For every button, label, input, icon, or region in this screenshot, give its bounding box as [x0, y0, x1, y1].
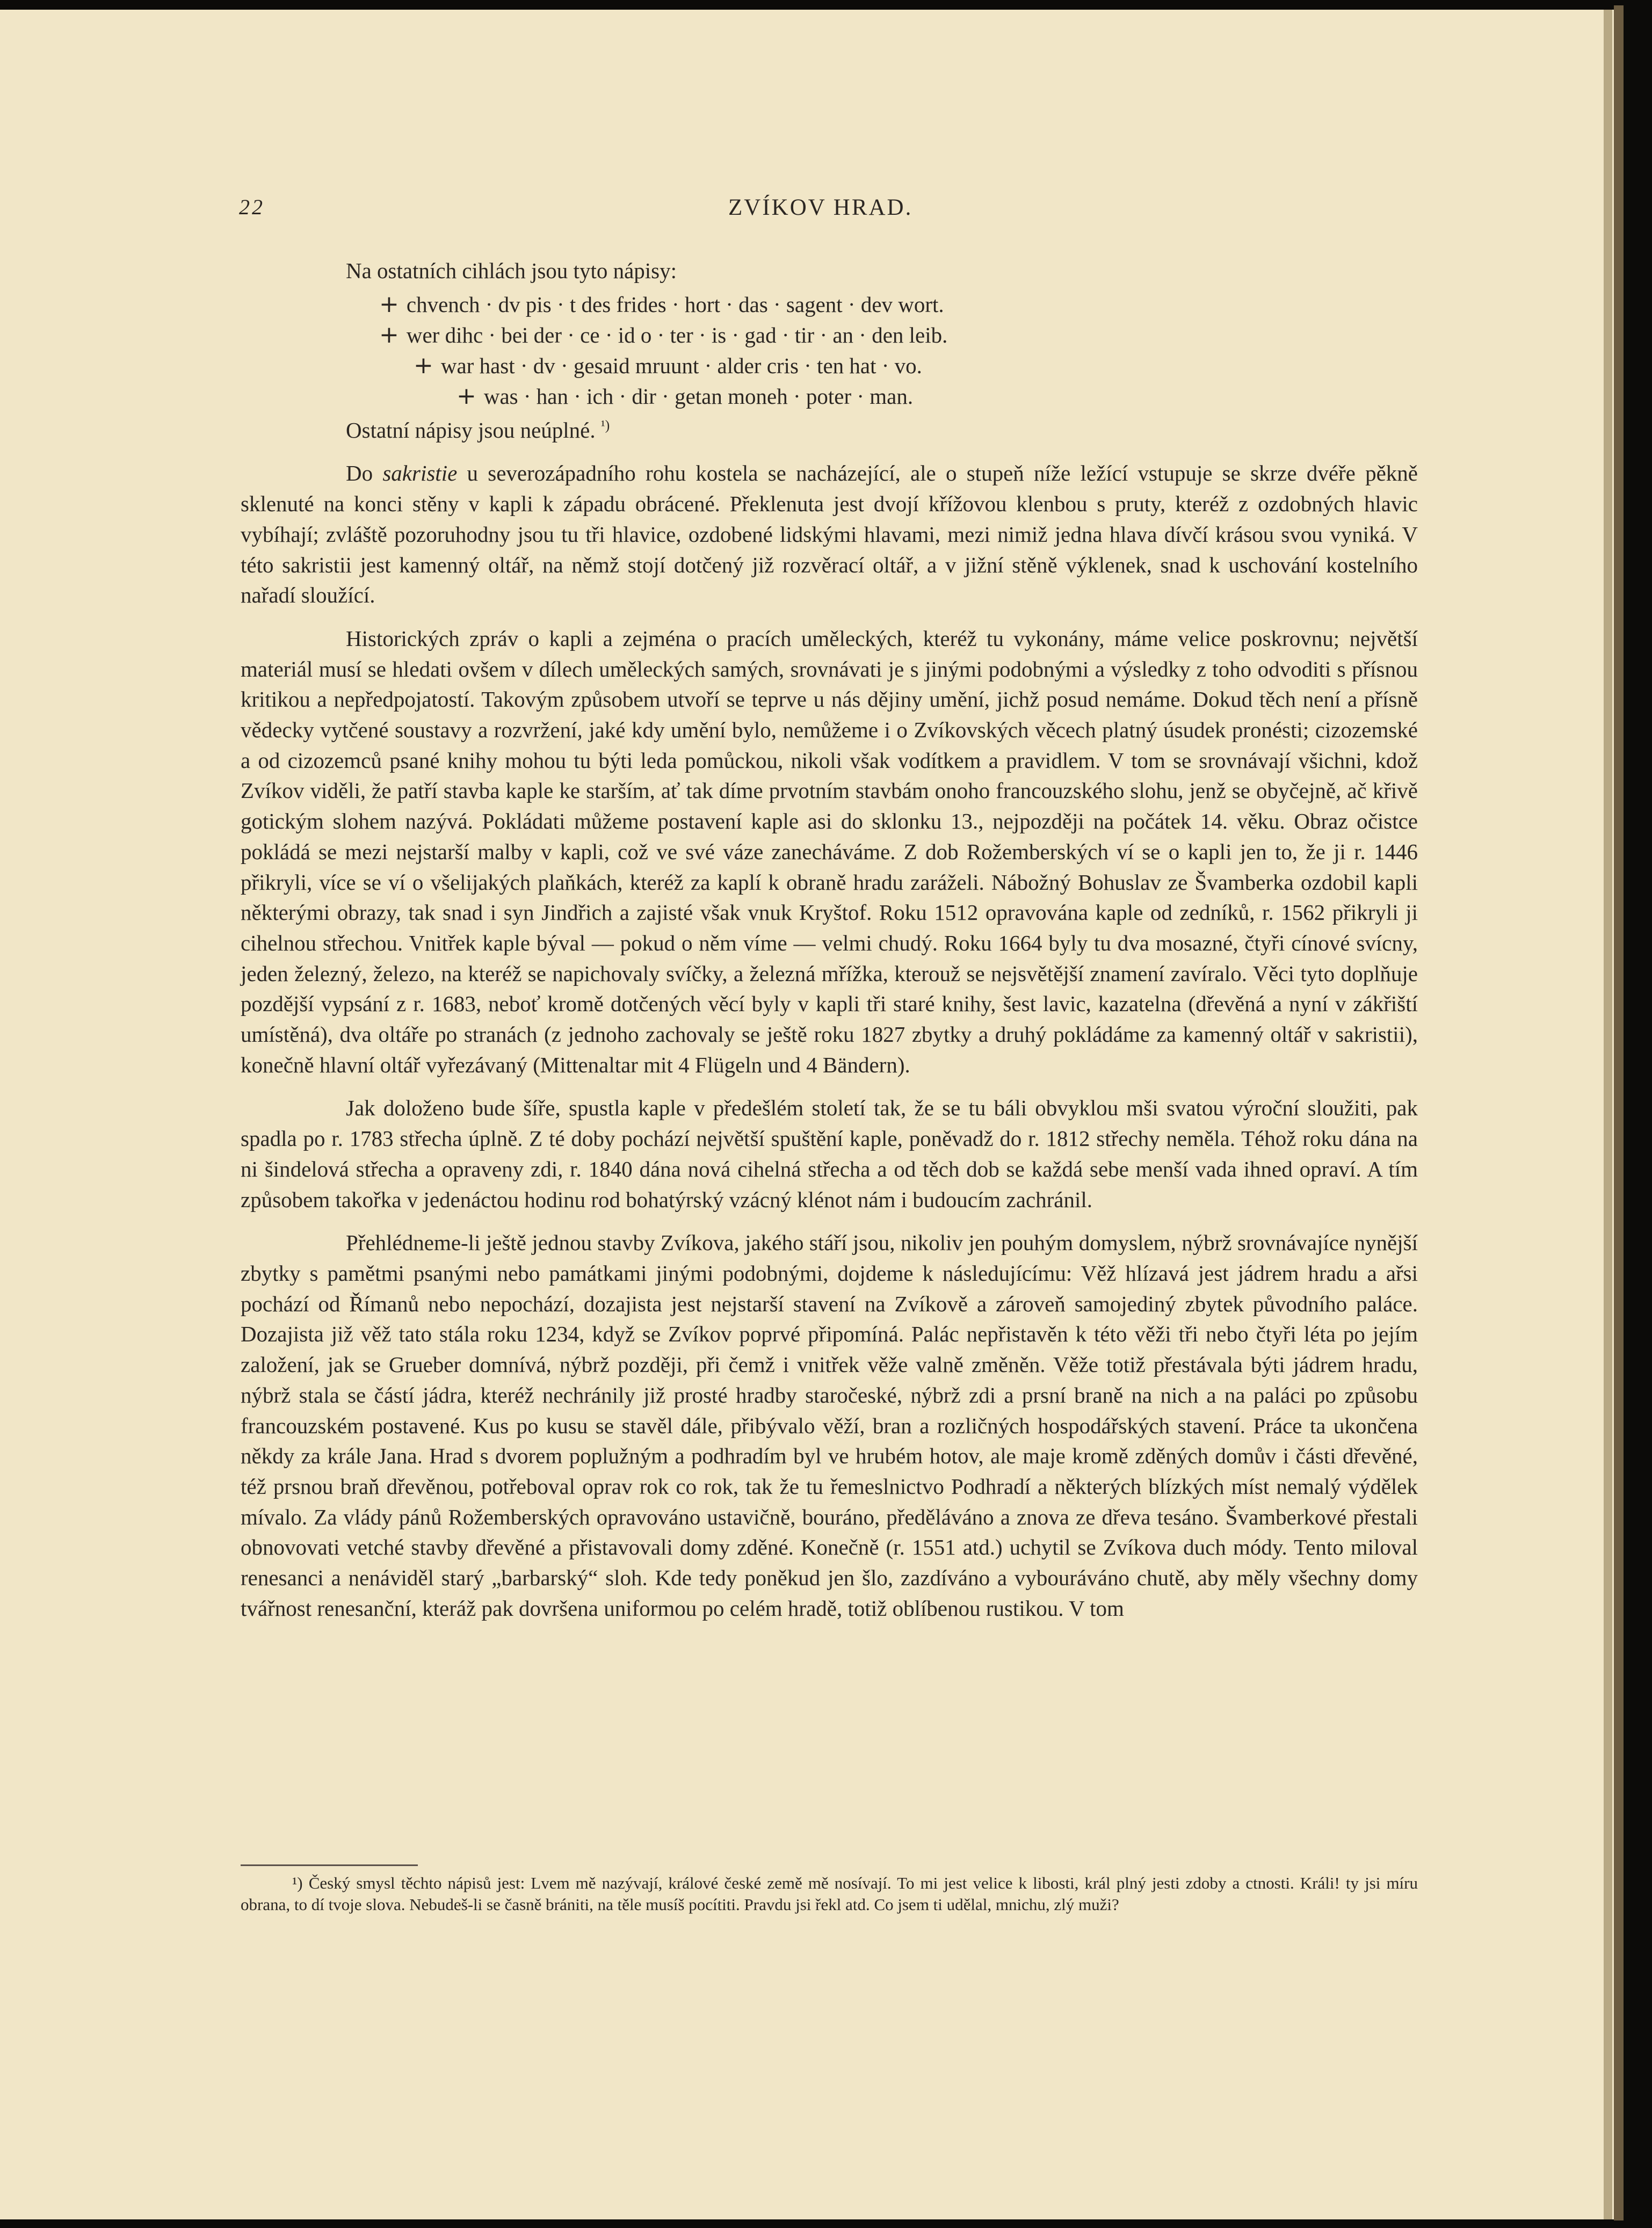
footnote-ref[interactable]: ¹) [600, 417, 610, 433]
inscription-line: + wer dihc · bei der · ce · id o · ter · is · gad · tir · an · den leib. [379, 321, 948, 349]
inscription-line: + war hast · dv · gesaid mruunt · alder cris · ten hat · vo. [414, 351, 922, 379]
emphasized-term: sakristie [382, 461, 458, 486]
intro-line: Na ostatních cihlách jsou tyto nápisy: [346, 258, 677, 283]
book-spine-edge [1614, 5, 1624, 2220]
page-header [0, 194, 1614, 227]
cross-icon: + [379, 290, 399, 318]
paragraph-sakristie: Do sakristie u severozápadního rohu kostela se nacházející, ale o stupeň níže ležící vstupuje se skrze dvéře pěkně sklenuté na konci stěny v kapli k západu obrácené. Překlenuta jest dvojí křížovou klenbou s pruty, kteréž z ozdobných hlavic vybíhají; zvláště pozoruhodny jsou tu tři hlavice, ozdobené lidskými hlavami, mezi nimiž jedna hlava dívčí krásou svou vyniká. V této sakristii jest kamenný oltář, na němž stojí dotčený již rozvěrací oltář, a v jižní stěně výklenek, snad k uschování kostelního nařadí sloužící. [241, 461, 1418, 608]
paragraph-decay: Jak doloženo bude šíře, spustla kaple v předešlém století tak, že se tu báli obvyklou mši svatou výroční sloužiti, pak spadla po r. 1783 střecha úplně. Z té doby pochází největší spuštění kaple, poněvadž do r. 1812 střechy neměla. Téhož roku dána na ni šindelová střecha a opraveny zdi, r. 1840 dána nová cihelná střecha a od těch dob se každá sebe menší vada ihned opraví. A tím způsobem takořka v jedenáctou hodinu rod bohatýrský vzácný klénot nám i budoucím zachránil. [241, 1095, 1418, 1212]
cross-icon: + [379, 321, 399, 349]
paragraph-overview: Přehlédneme-li ještě jednou stavby Zvíkova, jakého stáří jsou, nikoliv jen pouhým domyslem, nýbrž srovnávajíce nynější zbytky s pamětmi psanými nebo památkami jinými podobnými, dojdeme k následujícímu: Věž hlízavá jest jádrem hradu a ařsi pochází od Římanů nebo nepochází, dozajista jest nejstarší stavení na Zvíkově a zároveň samojediný zbytek původního paláce. Dozajista již věž tato stála roku 1234, když se Zvíkov poprvé připomíná. Palác nepřistavěn k této věži tři nebo čtyři léta po jejím založení, jak se Grueber domnívá, nýbrž později, při čemž i vnitřek věže valně změněn. Věže totiž přestávala býti jádrem hradu, nýbrž stala se částí jádra, kteréž nechránily již prosté hradby staročeské, nýbrž zdi a prsní braně na nich a na paláci po způsobu francouzském postavené. Kus po kusu se stavěl dále, přibývalo věží, bran a rozličných hospodářských stavení. Práce ta ukončena někdy za krále Jana. Hrad s dvorem poplužným a podhradím byl ve hrubém hotov, ale maje kromě zděných domův i části dřevěné, též prsnou braň dřevěnou, potřeboval oprav rok co rok, tak že tu řemeslnictvo Podhradí a některých blízkých míst nemalý výdělek mívalo. Za vlády pánů Rožemberských opravováno ustavičně, bouráno, předěláváno a znova ze dřeva tesáno. Švamberkové přestali obnovovati vetché stavby dřevěné a přistavovali domy zděné. Konečně (r. 1551 atd.) uchytil se Zvíkova duch módy. Tento miloval renesanci a nenáviděl starý „barbarský“ sloh. Kde tedy poněkud jen šlo, zazdíváno a vybouráváno chutě, aby měly všechny domy tvářnost renesanční, kteráž pak dovršena uniformou po celém hradě, totiž oblíbenou rustikou. V tom [241, 1230, 1418, 1621]
footnote: ¹) Český smysl těchto nápisů jest: Lvem mě nazývají, králové české země mě nosívají. To mi jest velice k libosti, král plný jesti zdoby a ctnosti. Králi! ty jsi míru obrana, to dí tvoje slova. Nebudeš-li se časně brániti, na těle musíš pocítiti. Pravdu jsi řekl atd. Co jsem ti udělal, mnichu, zlý muži? [241, 1874, 1418, 1914]
inscription-list [241, 289, 1418, 412]
page-edge [1604, 10, 1612, 2219]
inscription-line: + chvench · dv pis · t des frides · hort · das · sagent · dev wort. [379, 290, 944, 318]
footnote-rule [241, 1864, 418, 1866]
page-number: 22 [239, 195, 265, 219]
cross-icon: + [414, 351, 433, 379]
inscription-line: + was · han · ich · dir · getan moneh · poter · man. [457, 382, 914, 410]
main-text [241, 256, 1418, 1636]
incomplete-note: Ostatní nápisy jsou neúplné. $^{^1)}$ [346, 417, 610, 442]
paragraph-history: Historických zpráv o kapli a zejména o pracích uměleckých, kteréž tu vykonány, máme velice poskrovnu; největší materiál musí se hledati ovšem v dílech uměleckých samých, srovnávati je s jinými podobnými a výsledky z toho odvoditi s přísnou kritikou a nepředpojatostí. Takovým způsobem utvoří se teprve u nás dějiny umění, jichž posud nemáme. Dokud těch není a přísně vědecky vytčené soustavy a rozvržení, jaké kdy umění bylo, nemůžeme i o Zvíkovských věcech platný úsudek pronésti; cizozemské a od cizozemců psané knihy mohou tu býti leda pomůckou, nikoli však vodítkem a pravidlem. V tom se srovnávají všichni, kdož Zvíkov viděli, že patří stavba kaple ke starším, ať tak díme prvotním stavbám onoho francouzského slohu, jenž se obyčejně, ač křivě gotickým slohem nazývá. Pokládati můžeme postavení kaple asi do sklonku 13., nejpozději na počátek 14. věku. Obraz očistce pokládá se mezi nejstarší malby v kapli, což ve své váze zanecháváme. Z dob Rožemberských ví se o kapli jen to, že ji r. 1446 přikryli, více se ví o všelijakých plaňkách, kteréž za kaplí k obraně hradu zaráželi. Nábožný Bohuslav ze Švamberka ozdobil kapli některými obrazy, tak snad i syn Jindřich a zajisté však vnuk Kryštof. Roku 1512 opravována kaple od zedníků, r. 1562 přikryli ji cihelnou střechou. Vnitřek kaple býval — pokud o něm víme — velmi chudý. Roku 1664 byly tu dva mosazné, čtyři cínové svícny, jeden železný, železo, na kteréž se napichovaly svíčky, a železná mřížka, kterouž se nejsvětější znamení zavíralo. Věci tyto doplňuje pozdější vypsání z r. 1683, neboť kromě dotčených věcí byly v kapli tři staré knihy, šest lavic, kazatelna (dřevěná a nyní v zákřiští umístěná), dva oltáře po stranách (z jednoho zachovaly se ještě roku 1827 zbytky a druhý pokládáme za kamenný oltář v sakristii), konečně hlavní oltář vyřezávaný (Mittenaltar mit 4 Flügeln und 4 Bändern). [241, 626, 1418, 1077]
cross-icon: + [457, 382, 476, 410]
running-title: ZVÍKOV HRAD. [728, 195, 913, 220]
book-page [0, 10, 1614, 2219]
